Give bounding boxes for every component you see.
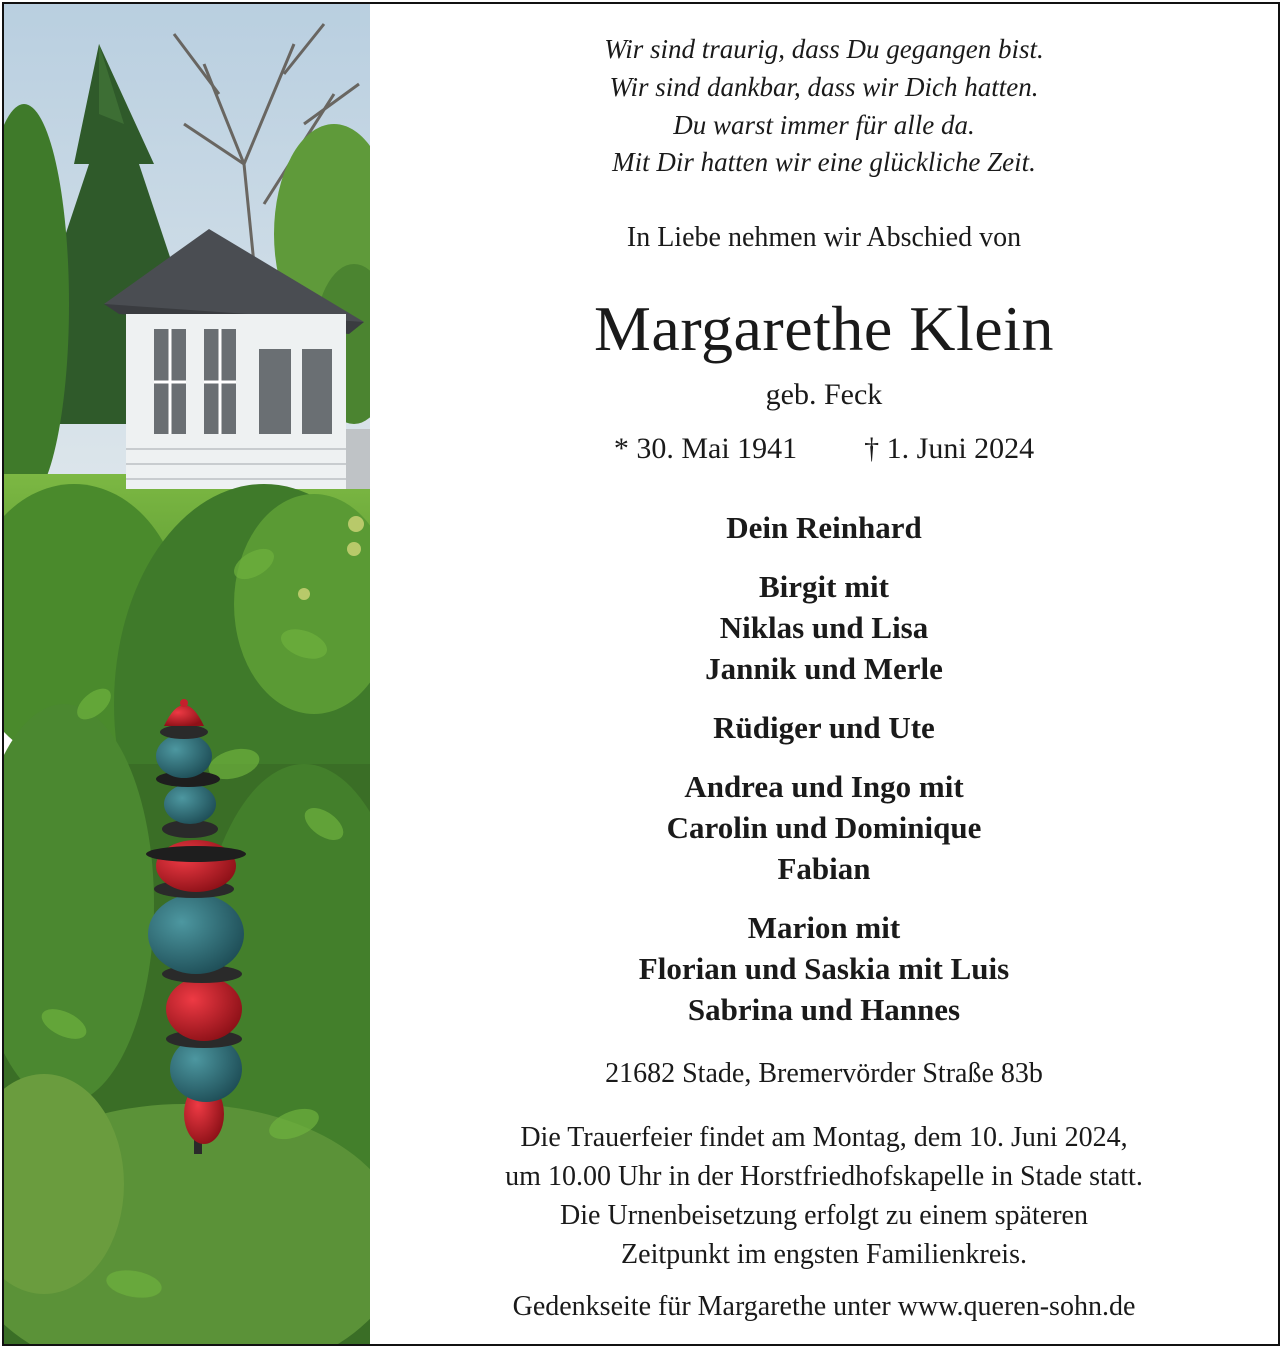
family-member: Rüdiger und Ute	[713, 710, 935, 745]
poem-line: Wir sind traurig, dass Du gegangen bist.	[604, 34, 1044, 64]
poem-line: Du warst immer für alle da.	[673, 110, 975, 140]
family-member: Fabian	[777, 851, 871, 886]
ceremony-line: Die Trauerfeier findet am Montag, dem 10. Juni 2024,	[520, 1122, 1128, 1153]
farewell-intro: In Liebe nehmen wir Abschied von	[626, 222, 1022, 253]
obituary-notice	[2, 2, 1280, 1346]
birth-date: * 30. Mai 1941	[613, 432, 798, 465]
family-member: Marion mit	[747, 910, 901, 945]
ceremony-line: Zeitpunkt im engsten Familienkreis.	[621, 1239, 1027, 1270]
family-member: Niklas und Lisa	[719, 610, 929, 645]
family-member: Sabrina und Hannes	[687, 992, 961, 1027]
ceremony-line: um 10.00 Uhr in der Horstfriedhofskapelle in Stade statt.	[505, 1161, 1143, 1192]
deceased-name: Margarethe Klein	[594, 293, 1054, 364]
family-member: Dein Reinhard	[726, 510, 922, 545]
death-date: † 1. Juni 2024	[864, 432, 1035, 465]
ceremony-line: Die Urnenbeisetzung erfolgt zu einem späteren	[560, 1200, 1088, 1231]
garden-photo	[4, 4, 370, 1344]
notice-text	[370, 4, 1278, 1344]
family-member: Birgit mit	[759, 569, 889, 604]
life-dates	[370, 432, 1278, 466]
family-member: Jannik und Merle	[705, 651, 943, 686]
family-member: Andrea und Ingo mit	[684, 769, 964, 804]
memorial-page-link[interactable]: Gedenkseite für Margarethe unter www.queren-sohn.de	[512, 1291, 1136, 1322]
family-address: 21682 Stade, Bremervörder Straße 83b	[605, 1058, 1043, 1089]
poem-line: Wir sind dankbar, dass wir Dich hatten.	[609, 72, 1039, 102]
poem-line: Mit Dir hatten wir eine glückliche Zeit.	[612, 147, 1036, 177]
maiden-name: geb. Feck	[765, 378, 883, 411]
family-member: Carolin und Dominique	[666, 810, 982, 845]
garden-scene-image	[4, 4, 370, 1344]
family-member: Florian und Saskia mit Luis	[638, 951, 1010, 986]
